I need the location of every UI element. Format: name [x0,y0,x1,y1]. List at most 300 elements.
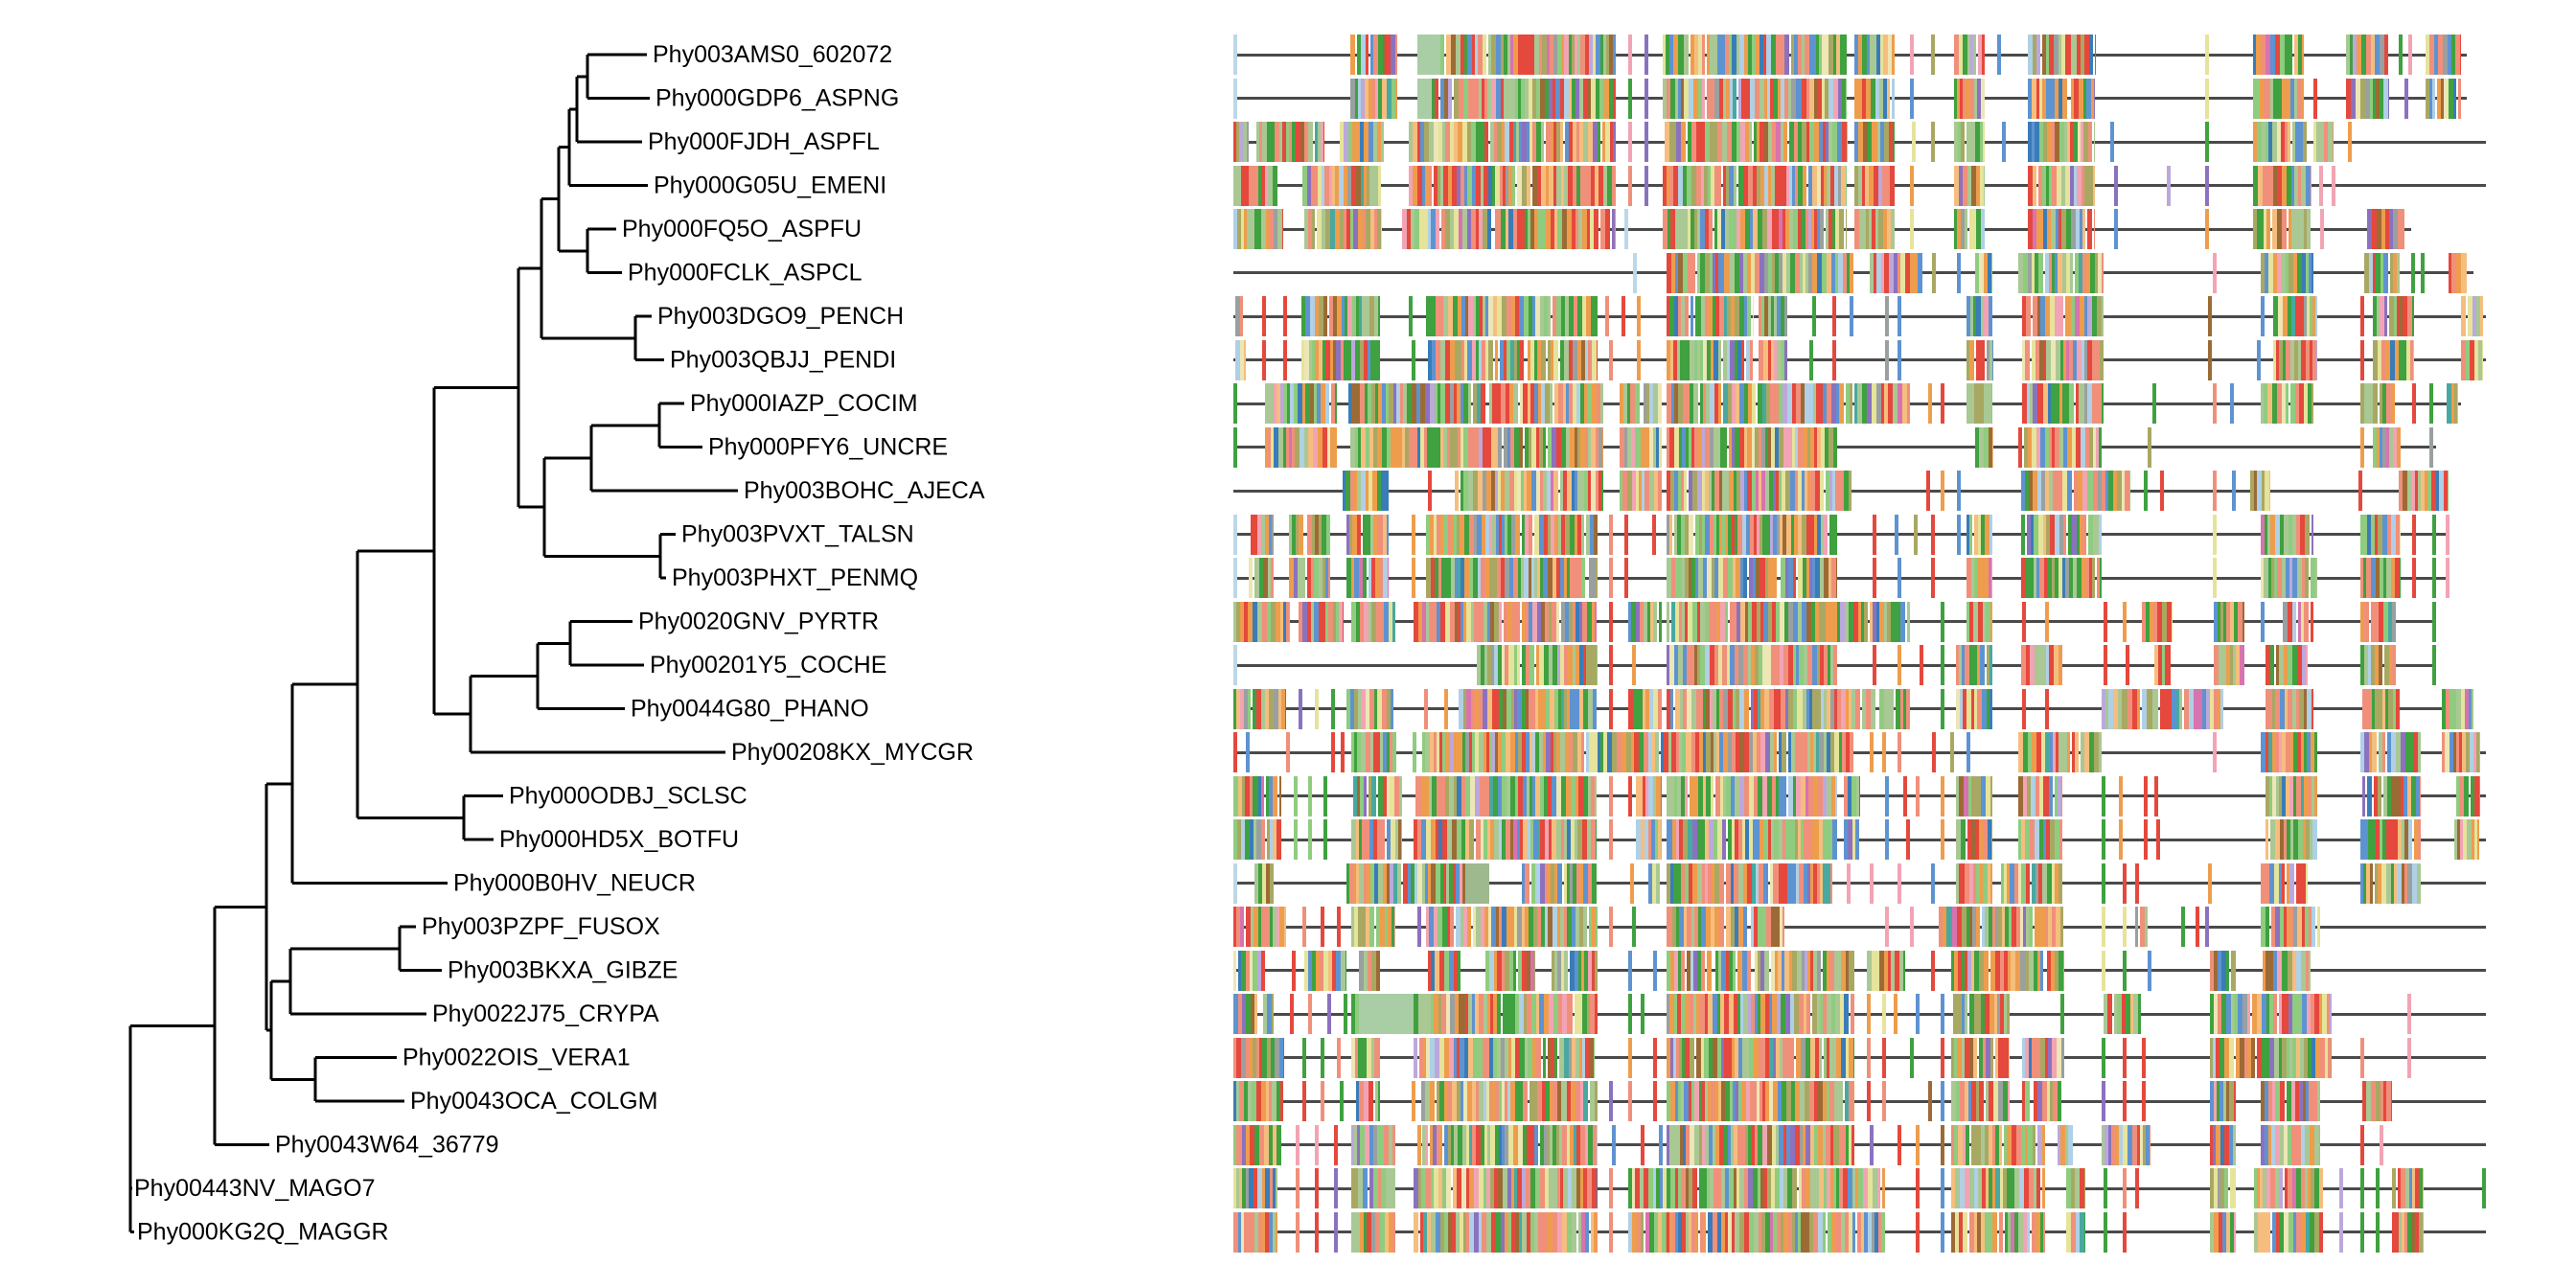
msa-residue-column [1903,951,1904,991]
msa-residue-column [1718,383,1721,424]
taxon-label: Phy003PVXT_TALSN [681,520,914,548]
msa-residue-column [2319,1125,2321,1165]
msa-residue-column [1871,689,1875,729]
msa-single-column [2123,1081,2127,1121]
msa-single-column [2205,79,2209,119]
msa-residue-column [1299,515,1303,555]
msa-single-column [1812,296,1816,336]
msa-single-column [1873,558,1876,598]
alignment-row [1233,383,2486,424]
msa-residue-column [1850,383,1852,424]
msa-residue-column [2072,1125,2073,1165]
msa-residue-column [1596,819,1597,860]
msa-residue-column [2309,951,2311,991]
msa-single-column [1941,819,1944,860]
msa-residue-column [1907,602,1910,642]
msa-single-column [1294,776,1298,816]
msa-single-column [1609,515,1613,555]
msa-residue-column [1382,819,1385,860]
msa-single-column [1809,340,1813,380]
msa-single-column [2123,907,2127,947]
msa-residue-column [2063,515,2066,555]
msa-residue-column [1376,951,1380,991]
msa-residue-column [1707,951,1712,991]
msa-single-column [1882,994,1886,1034]
msa-single-column [1628,34,1632,75]
alignment-row [1233,340,2486,380]
msa-residue-column [1513,951,1516,991]
msa-residue-column [1550,383,1552,424]
msa-single-column [1652,515,1656,555]
msa-residue-column [1836,558,1837,598]
msa-residue-column [2418,732,2421,772]
msa-residue-column [2247,994,2250,1034]
taxon-label: Phy000HD5X_BOTFU [499,826,740,853]
msa-single-column [1941,776,1944,816]
alignment-row [1233,907,2486,947]
msa-residue-column [1702,79,1705,119]
msa-residue-column [1824,515,1828,555]
msa-single-column [1412,515,1415,555]
msa-single-column [2429,383,2433,424]
msa-single-column [1334,1125,1338,1165]
msa-residue-column [1378,1081,1380,1121]
msa-residue-column [1541,122,1544,162]
msa-residue-column [1570,994,1573,1034]
msa-residue-column [1717,166,1721,206]
msa-single-column [1832,340,1836,380]
msa-single-column [2102,1038,2105,1078]
msa-single-column [1302,1081,1306,1121]
msa-single-column [1966,732,1970,772]
msa-residue-column [2312,383,2313,424]
msa-single-column [2360,340,2364,380]
msa-residue-column [1774,732,1777,772]
msa-residue-column [1467,907,1471,947]
msa-residue-column [2179,689,2182,729]
msa-residue-column [2062,79,2067,119]
msa-single-column [1885,776,1889,816]
msa-residue-column [2420,776,2421,816]
msa-residue-column [1594,296,1598,336]
msa-residue-column [1366,34,1368,75]
msa-residue-column [2059,819,2062,860]
msa-residue-column [1553,340,1558,380]
msa-residue-column [1597,340,1598,380]
msa-residue-column [1990,515,1992,555]
msa-residue-column [1397,863,1401,904]
msa-residue-column [1450,907,1454,947]
msa-residue-column [1635,383,1640,424]
msa-single-column [1941,645,1944,685]
msa-single-column [1609,776,1613,816]
msa-residue-column [1371,776,1376,816]
msa-single-column [1308,819,1312,860]
msa-residue-column [2477,819,2479,860]
msa-residue-column [2362,776,2365,816]
msa-residue-column [2403,209,2404,249]
msa-residue-column [1990,645,1992,685]
msa-single-column [2104,602,2107,642]
msa-single-column [1931,34,1935,75]
taxon-label: Phy000FJDH_ASPFL [648,128,880,155]
msa-single-column [1931,951,1935,991]
msa-residue-column [1272,515,1274,555]
msa-residue-column [1832,515,1837,555]
msa-residue-column [1990,776,1992,816]
taxon-label: Phy0020GNV_PYRTR [638,608,880,635]
msa-single-column [1644,166,1648,206]
msa-residue-column [2289,34,2292,75]
taxon-label: Phy000ODBJ_SCLSC [509,782,748,810]
msa-residue-column [1990,689,1992,729]
msa-residue-column [2100,340,2104,380]
msa-residue-column [1685,296,1689,336]
msa-residue-column [1357,515,1361,555]
alignment-row [1233,994,2486,1034]
msa-residue-column [1844,994,1849,1034]
msa-single-column [1873,515,1876,555]
phylogenetic-tree [0,0,1231,1288]
msa-single-column [1344,994,1347,1034]
msa-residue-column [1990,863,1992,904]
msa-residue-column [1430,1081,1435,1121]
taxon-label: Phy00208KX_MYCGR [731,739,974,766]
msa-residue-column [1991,558,1992,598]
msa-residue-column [1248,689,1251,729]
msa-residue-column [2155,689,2158,729]
msa-single-column [1941,994,1944,1034]
msa-residue-column [2302,34,2305,75]
msa-residue-column [2306,645,2308,685]
msa-residue-column [2226,951,2229,991]
msa-residue-column [1981,209,1986,249]
msa-residue-column [2367,776,2372,816]
msa-residue-column [1553,471,1558,511]
alignment-row [1233,863,2486,904]
msa-single-column [1233,732,1237,772]
msa-single-column [2432,602,2436,642]
msa-residue-column [1543,427,1546,468]
msa-residue-column [1658,383,1662,424]
msa-single-column [1885,819,1889,860]
msa-single-column [2320,209,2324,249]
msa-single-column [1246,732,1250,772]
msa-residue-column [2312,253,2313,293]
msa-residue-column [1401,819,1403,860]
msa-residue-column [1984,166,1986,206]
msa-residue-column [1999,1125,2002,1165]
msa-residue-column [1734,166,1736,206]
msa-residue-column [1583,907,1587,947]
msa-single-column [2045,689,2049,729]
msa-residue-column [1350,34,1355,75]
msa-residue-column [1439,1125,1442,1165]
msa-residue-column [1556,602,1559,642]
msa-single-column [1832,296,1836,336]
msa-residue-column [1534,951,1535,991]
msa-single-column [1321,1038,1324,1078]
msa-single-column [2360,1125,2364,1165]
msa-single-column [1340,1081,1344,1121]
msa-single-column [1926,471,1930,511]
msa-residue-column [2067,471,2072,511]
msa-single-column [2421,253,2425,293]
alignment-row [1233,819,2486,860]
msa-single-column [1609,1168,1613,1208]
msa-residue-column [2231,951,2235,991]
msa-single-column [1941,1081,1944,1121]
msa-single-column [1612,1125,1616,1165]
msa-residue-column [1247,122,1249,162]
msa-single-column [2407,1038,2411,1078]
msa-residue-column [1541,340,1546,380]
msa-single-column [2114,166,2118,206]
msa-single-column [2144,819,2148,860]
msa-residue-column [2316,340,2317,380]
msa-residue-column [1681,951,1685,991]
msa-residue-column [1839,209,1844,249]
alignment-row [1233,471,2486,511]
msa-single-column [2360,296,2364,336]
msa-residue-column [1743,907,1747,947]
msa-residue-column [1271,558,1274,598]
msa-residue-column [1806,994,1810,1034]
msa-single-column [2205,209,2209,249]
msa-residue-column [2457,383,2458,424]
msa-residue-column [1892,34,1895,75]
msa-single-column [1341,732,1345,772]
msa-residue-column [1527,166,1530,206]
msa-residue-column [1387,515,1389,555]
alignment-row [1233,1168,2486,1208]
msa-residue-column [1386,471,1389,511]
msa-residue-column [1839,383,1844,424]
msa-residue-column [2007,994,2010,1034]
msa-single-column [2257,340,2261,380]
msa-residue-column [1612,166,1616,206]
msa-residue-column [1839,1081,1843,1121]
msa-residue-column [2292,602,2296,642]
taxon-label: Phy000KG2Q_MAGGR [137,1218,389,1246]
msa-residue-column [1378,296,1380,336]
msa-residue-column [2372,732,2377,772]
msa-single-column [1885,296,1889,336]
msa-single-column [1885,340,1889,380]
msa-residue-column [1249,558,1253,598]
msa-residue-column [2100,558,2102,598]
msa-residue-column [1597,1168,1598,1208]
msa-residue-column [2172,602,2174,642]
msa-residue-column [1240,296,1243,336]
msa-residue-column [1595,602,1597,642]
msa-residue-column [1782,732,1786,772]
msa-residue-column [1906,689,1910,729]
msa-single-column [2022,602,2026,642]
msa-residue-column [1965,209,1967,249]
msa-single-column [2230,383,2234,424]
msa-residue-column [2333,122,2334,162]
msa-single-column [1409,296,1413,336]
msa-single-column [1644,122,1648,162]
taxon-label: Phy003PZPF_FUSOX [422,913,660,940]
msa-single-column [2213,732,2217,772]
msa-residue-column [1446,1168,1451,1208]
msa-residue-column [1392,732,1396,772]
msa-residue-column [1689,515,1693,555]
msa-residue-column [1598,122,1600,162]
msa-single-column [1417,1125,1421,1165]
msa-conserved-block [1465,863,1489,904]
msa-residue-column [1601,471,1602,511]
msa-single-column [2213,471,2217,511]
alignment-row [1233,602,2486,642]
msa-single-column [1895,515,1898,555]
msa-residue-column [2418,819,2421,860]
msa-single-column [1308,994,1312,1034]
msa-residue-column [1719,907,1724,947]
msa-single-column [1315,1125,1319,1165]
msa-single-column [2348,122,2352,162]
msa-single-column [1910,209,1914,249]
msa-residue-column [2400,558,2401,598]
msa-residue-column [1369,907,1374,947]
msa-residue-column [2138,994,2141,1034]
msa-residue-column [1529,515,1532,555]
msa-residue-column [2379,645,2382,685]
msa-residue-column [2008,1081,2010,1121]
msa-residue-column [1554,1038,1557,1078]
msa-residue-column [2282,209,2287,249]
msa-residue-column [1853,951,1854,991]
msa-residue-column [1980,645,1985,685]
msa-single-column [1910,907,1914,947]
msa-residue-column [1325,383,1329,424]
msa-residue-column [2397,253,2400,293]
msa-single-column [1444,689,1448,729]
msa-single-column [2205,122,2209,162]
msa-residue-column [1276,1125,1281,1165]
msa-residue-column [1458,951,1460,991]
msa-residue-column [2289,863,2294,904]
msa-residue-column [1658,689,1662,729]
taxon-label: Phy003AMS0_602072 [653,41,893,68]
alignment-row [1233,253,2486,293]
msa-residue-column [2305,558,2309,598]
msa-residue-column [1595,1081,1598,1121]
msa-residue-column [1783,776,1786,816]
msa-residue-column [1991,383,1992,424]
msa-residue-column [2145,907,2148,947]
msa-residue-column [1497,994,1501,1034]
msa-residue-column [1749,122,1752,162]
msa-residue-column [2370,863,2373,904]
msa-residue-column [1991,819,1992,860]
msa-single-column [1233,383,1237,424]
msa-residue-column [1536,1038,1541,1078]
msa-residue-column [1853,1081,1854,1121]
msa-residue-column [1284,907,1286,947]
msa-single-column [1292,951,1296,991]
msa-residue-column [2094,122,2096,162]
msa-residue-column [1564,951,1568,991]
msa-residue-column [1335,383,1338,424]
msa-residue-column [2033,166,2036,206]
msa-residue-column [1261,819,1265,860]
msa-residue-column [1596,907,1598,947]
msa-residue-column [2311,602,2312,642]
msa-residue-column [1750,340,1753,380]
msa-residue-column [1395,79,1398,119]
msa-residue-column [2382,732,2385,772]
msa-single-column [1283,296,1287,336]
msa-single-column [1412,558,1415,598]
alignment-row [1233,79,2486,119]
msa-residue-column [2029,907,2033,947]
alignment-row [1233,427,2486,468]
msa-residue-column [1244,340,1246,380]
msa-residue-column [1661,776,1662,816]
msa-residue-column [1455,471,1459,511]
msa-residue-column [1605,209,1610,249]
msa-single-column [1337,1038,1341,1078]
msa-residue-column [1343,602,1344,642]
msa-residue-column [1530,645,1534,685]
msa-residue-column [1581,515,1584,555]
msa-residue-column [1900,602,1905,642]
msa-residue-column [2094,209,2096,249]
msa-residue-column [1378,1038,1380,1078]
msa-conserved-block [1359,994,1414,1034]
msa-residue-column [1519,427,1523,468]
msa-residue-column [2464,776,2469,816]
msa-single-column [1941,471,1944,511]
msa-single-column [2208,863,2212,904]
msa-residue-column [1597,1125,1598,1165]
msa-residue-column [2384,34,2388,75]
msa-residue-column [1850,732,1853,772]
msa-residue-column [1990,602,1992,642]
msa-residue-column [1709,209,1713,249]
msa-single-column [2360,427,2364,468]
msa-single-column [2432,645,2436,685]
msa-residue-column [1272,994,1274,1034]
msa-single-column [2412,515,2416,555]
msa-residue-column [1918,253,1922,293]
msa-residue-column [1543,1038,1546,1078]
alignment-panel [1233,0,2486,1288]
msa-single-column [2123,951,2127,991]
msa-single-column [1633,253,1637,293]
msa-residue-column [1285,689,1286,729]
msa-residue-column [2480,296,2484,336]
msa-residue-column [2448,471,2449,511]
msa-residue-column [1378,166,1381,206]
msa-residue-column [2063,951,2064,991]
msa-single-column [2102,819,2105,860]
msa-residue-column [1282,209,1283,249]
alignment-row [1233,296,2486,336]
taxon-label: Phy003BOHC_AJECA [744,477,985,504]
msa-single-column [1659,1125,1663,1165]
msa-residue-column [1969,515,1972,555]
msa-residue-column [1388,558,1389,598]
msa-residue-column [2036,34,2040,75]
msa-single-column [2412,383,2416,424]
msa-residue-column [2242,602,2243,642]
msa-residue-column [1392,1125,1395,1165]
msa-single-column [1296,1125,1300,1165]
